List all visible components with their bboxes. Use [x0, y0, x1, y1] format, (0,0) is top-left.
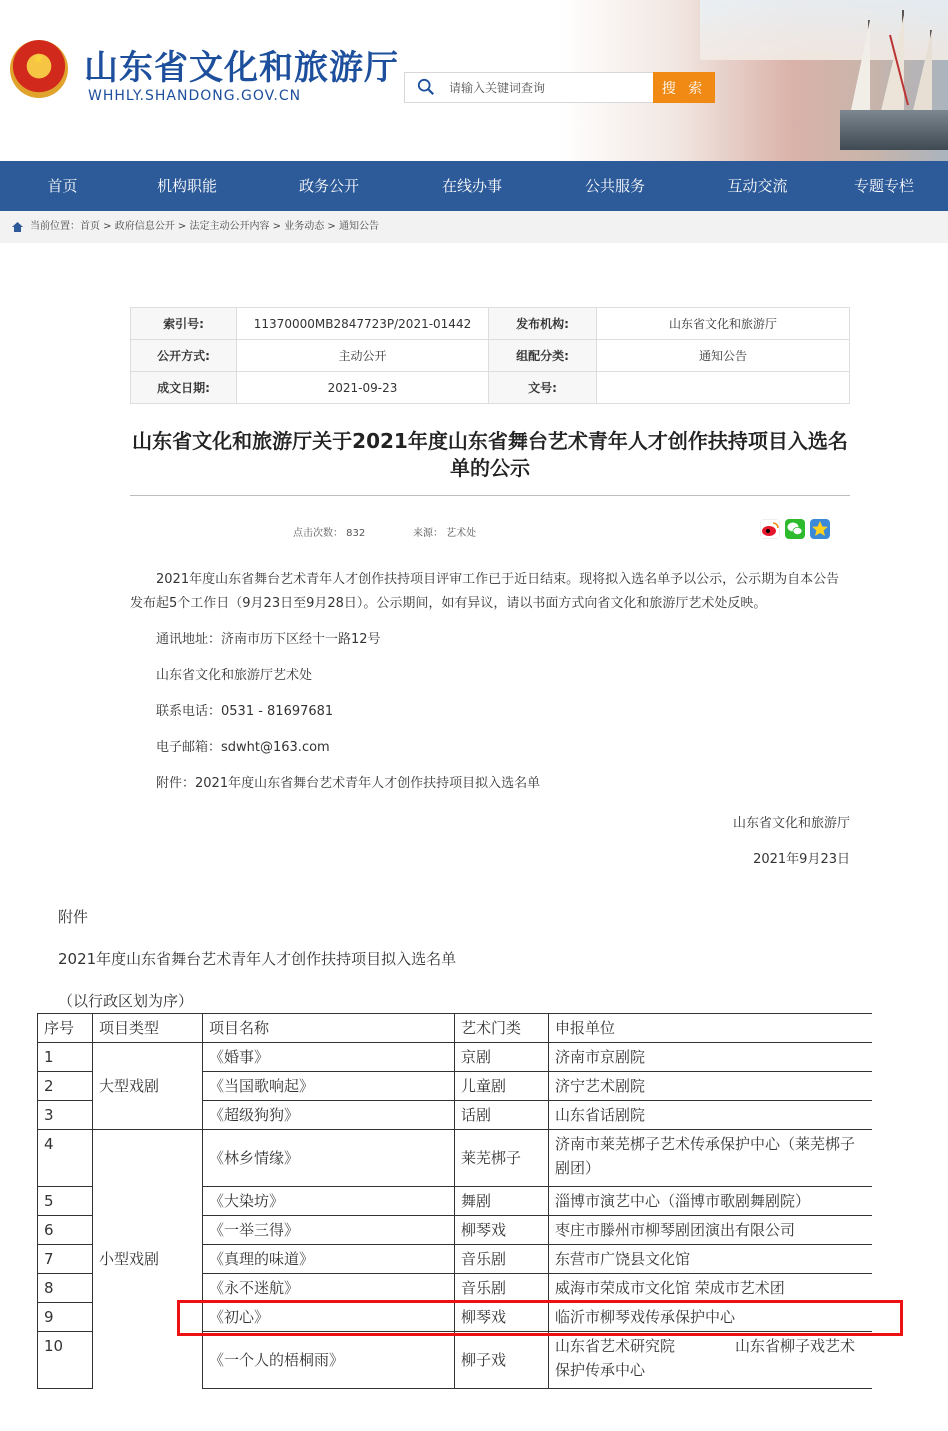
title-divider: [130, 495, 850, 496]
search-button[interactable]: 搜 索: [653, 72, 715, 103]
row-unit: 山东省话剧院: [549, 1101, 872, 1130]
row-name: 《超级狗狗》: [203, 1101, 455, 1130]
table-row: [38, 1130, 872, 1187]
row-unit: 山东省艺术研究院 山东省柳子戏艺术保护传承中心: [549, 1332, 872, 1389]
meta-index-value: 11370000MB2847723P/2021-01442: [237, 308, 489, 340]
meta-index-label: 索引号:: [131, 308, 237, 340]
annex-label: 附件: [58, 908, 89, 926]
meta-open-label: 公开方式:: [131, 340, 237, 372]
project-type-small: 小型戏剧: [93, 1130, 203, 1389]
row-genre: 音乐剧: [455, 1245, 549, 1274]
header-cell: 艺术门类: [455, 1014, 549, 1043]
annex-note: （以行政区划为序）: [58, 992, 194, 1010]
header-cell: 序号: [38, 1014, 93, 1043]
meta-docno-label: 文号:: [489, 372, 597, 404]
signature-org: 山东省文化和旅游厅: [732, 816, 850, 831]
home-icon: [12, 222, 23, 232]
row-no: 5: [38, 1187, 93, 1216]
contact-address: 通讯地址：济南市历下区经十一路12号: [156, 632, 381, 647]
harbor-dock: [840, 110, 948, 150]
contact-email[interactable]: 电子邮箱：sdwht@163.com: [156, 740, 330, 755]
row-no: 7: [38, 1245, 93, 1274]
wechat-icon[interactable]: [785, 519, 805, 539]
breadcrumb-path[interactable]: 当前位置：首页 > 政府信息公开 > 法定主动公开内容 > 业务动态 > 通知公告: [30, 221, 379, 232]
contact-department: 山东省文化和旅游厅艺术处: [156, 668, 313, 683]
row-genre: 柳子戏: [455, 1332, 549, 1389]
row-no: 8: [38, 1274, 93, 1303]
meta-date-value: 2021-09-23: [237, 372, 489, 404]
table-header-row: [38, 1014, 872, 1043]
article-title: 山东省文化和旅游厅关于2021年度山东省舞台艺术青年人才创作扶持项目入选名单的公示: [132, 429, 848, 480]
signature-date: 2021年9月23日: [753, 852, 850, 867]
meta-publisher-label: 发布机构:: [489, 308, 597, 340]
annex-title: 2021年度山东省舞台艺术青年人才创作扶持项目拟入选名单: [58, 950, 457, 968]
row-no: 2: [38, 1072, 93, 1101]
row-no: 9: [38, 1303, 93, 1332]
nav-item-online-service[interactable]: 在线办事: [441, 177, 502, 195]
nominee-table: [37, 1013, 872, 1389]
national-emblem-logo: ★: [10, 40, 68, 98]
row-genre: 莱芜梆子: [455, 1130, 549, 1187]
row-unit: 临沂市柳琴戏传承保护中心: [549, 1303, 872, 1332]
meta-docno-value: [597, 372, 850, 404]
row-no: 4: [38, 1130, 93, 1187]
row-unit: 济南市莱芜梆子艺术传承保护中心（莱芜梆子剧团）: [549, 1130, 872, 1187]
search-input[interactable]: [449, 77, 649, 99]
row-name: 《一举三得》: [203, 1216, 455, 1245]
row-unit: 东营市广饶县文化馆: [549, 1245, 872, 1274]
nav-item-functions[interactable]: 机构职能: [156, 177, 217, 195]
row-genre: 京剧: [455, 1043, 549, 1072]
site-title[interactable]: 山东省文化和旅游厅: [84, 48, 399, 88]
site-domain: WHHLY.SHANDONG.GOV.CN: [88, 88, 302, 104]
row-name: 《林乡情缘》: [203, 1130, 455, 1187]
row-name: 《当国歌响起》: [203, 1072, 455, 1101]
row-no: 10: [38, 1332, 93, 1389]
nav-item-home[interactable]: 首页: [47, 177, 78, 195]
breadcrumb: [0, 211, 948, 243]
row-name: 《永不迷航》: [203, 1274, 455, 1303]
row-name: 《初心》: [203, 1303, 455, 1332]
meta-open-value: 主动公开: [237, 340, 489, 372]
row-name: 《真理的味道》: [203, 1245, 455, 1274]
row-unit: 枣庄市滕州市柳琴剧团演出有限公司: [549, 1216, 872, 1245]
document-meta-table: [130, 307, 850, 404]
row-genre: 音乐剧: [455, 1274, 549, 1303]
weibo-icon[interactable]: [760, 519, 780, 539]
meta-category-value: 通知公告: [597, 340, 850, 372]
site-header: [0, 0, 948, 161]
row-name: 《婚事》: [203, 1043, 455, 1072]
row-genre: 柳琴戏: [455, 1216, 549, 1245]
search-icon: [417, 78, 435, 96]
nav-item-special-topics[interactable]: 专题专栏: [853, 177, 914, 195]
row-genre: 舞剧: [455, 1187, 549, 1216]
row-unit: 济宁艺术剧院: [549, 1072, 872, 1101]
project-type-large: 大型戏剧: [93, 1043, 203, 1130]
row-unit: 威海市荣成市文化馆 荣成市艺术团: [549, 1274, 872, 1303]
main-nav: [0, 161, 948, 211]
header-cell: 申报单位: [549, 1014, 872, 1043]
row-name: 《一个人的梧桐雨》: [203, 1332, 455, 1389]
contact-phone: 联系电话：0531 - 81697681: [156, 704, 334, 719]
row-unit: 济南市京剧院: [549, 1043, 872, 1072]
search-bar: [404, 72, 714, 103]
header-cell: 项目名称: [203, 1014, 455, 1043]
row-genre: 话剧: [455, 1101, 549, 1130]
nav-item-interaction[interactable]: 互动交流: [727, 177, 788, 195]
table-row: [38, 1043, 872, 1072]
row-unit: 淄博市演艺中心（淄博市歌剧舞剧院）: [549, 1187, 872, 1216]
attachment-link[interactable]: 附件：2021年度山东省舞台艺术青年人才创作扶持项目拟入选名单: [156, 776, 541, 791]
article-paragraph: 2021年度山东省舞台艺术青年人才创作扶持项目评审工作已于近日结束。现将拟入选名单予以公示，公示期为自本公告发布起5个工作日（9月23日至9月28日）。公示期间，如有异议，请以书面方式向省文化和旅游厅艺术处反映。: [130, 572, 840, 611]
article-source: 来源： 艺术处: [413, 528, 477, 539]
row-genre: 儿童剧: [455, 1072, 549, 1101]
sailboats-image: [850, 15, 948, 125]
row-no: 1: [38, 1043, 93, 1072]
click-count: 点击次数： 832: [293, 528, 366, 539]
favorite-icon[interactable]: [810, 519, 830, 539]
row-no: 6: [38, 1216, 93, 1245]
nav-item-gov-affairs[interactable]: 政务公开: [298, 177, 359, 195]
row-no: 3: [38, 1101, 93, 1130]
meta-category-label: 组配分类:: [489, 340, 597, 372]
row-genre: 柳琴戏: [455, 1303, 549, 1332]
meta-date-label: 成文日期:: [131, 372, 237, 404]
header-cell: 项目类型: [93, 1014, 203, 1043]
row-name: 《大染坊》: [203, 1187, 455, 1216]
meta-publisher-value: 山东省文化和旅游厅: [597, 308, 850, 340]
nav-item-public-service[interactable]: 公共服务: [584, 177, 645, 195]
